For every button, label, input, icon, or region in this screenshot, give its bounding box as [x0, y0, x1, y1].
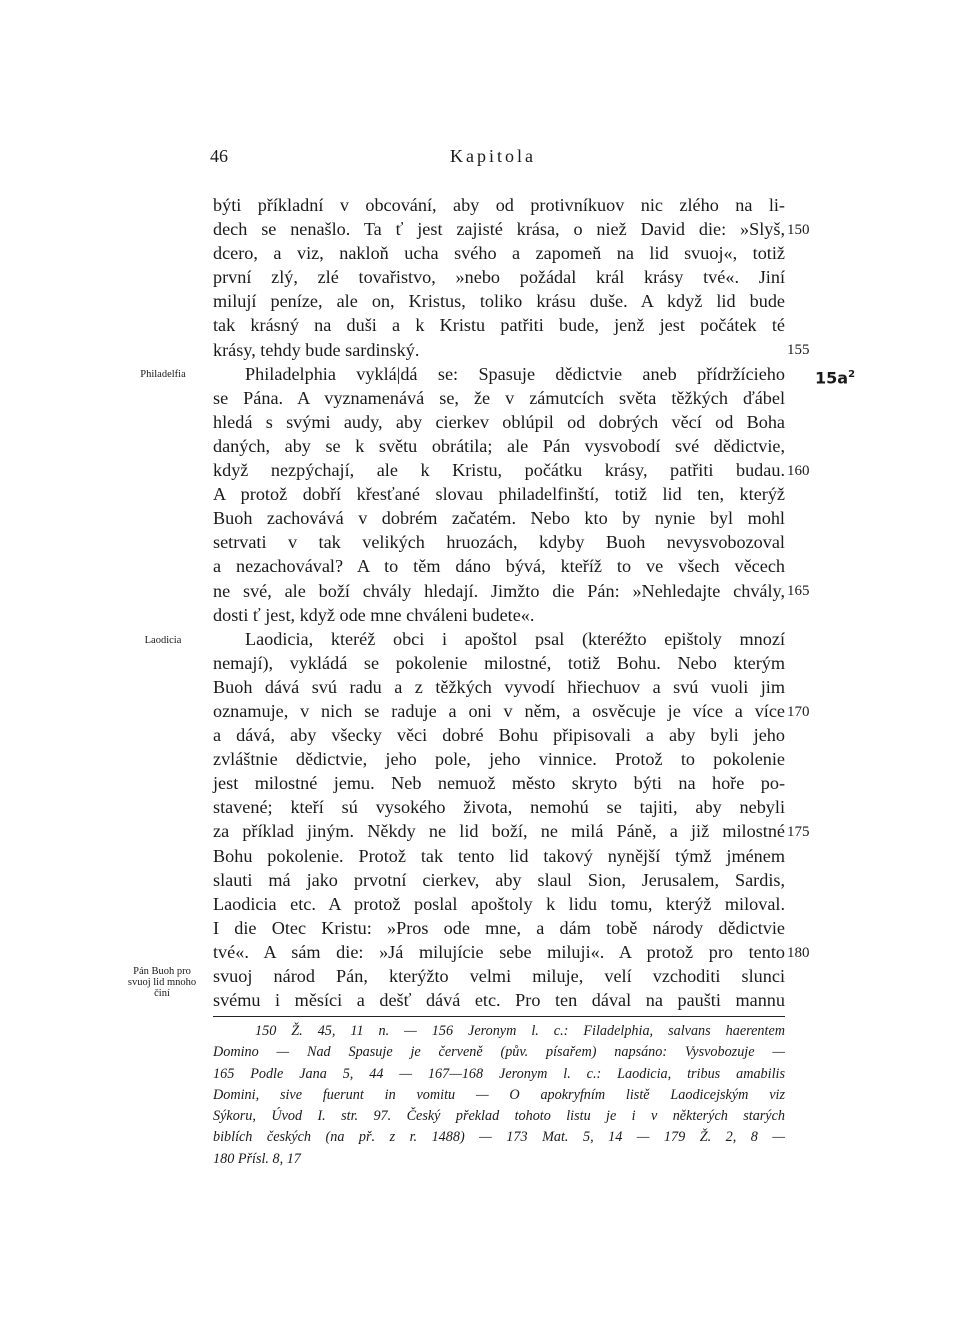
text-line: svému i měsíci a dešť dává etc. Pro ten dával na paušti mannu	[213, 990, 785, 1011]
folio-mark	[815, 363, 855, 390]
text-line: a dává, aby všecky věci dobré Bohu připisovali a aby byli jeho	[213, 725, 785, 746]
text-line: A protož dobří křesťané slovau philadelfinští, totiž lid ten, kterýž	[213, 484, 785, 505]
text-line: Buoh dává svú radu a z těžkých vyvodí hřiechuov a svú vuoli jim	[213, 676, 785, 697]
footnote-line: 150 Ž. 45, 11 n. — 156 Jeronym l. c.: Filadelphia, salvans haerentem	[255, 1023, 785, 1039]
line-number-180: 180	[787, 945, 810, 961]
text-line: a nezachovával? A to těm dáno bývá, kteříž to ve všech věcech	[213, 556, 785, 577]
footnote-rule	[213, 1016, 785, 1017]
running-head: Kapitola	[450, 146, 536, 166]
text-line: milují peníze, ale on, Kristus, toliko krásu duše. A když lid bude	[213, 291, 785, 312]
text-line: svuoj národ Pán, kterýžto velmi miluje, velí vzchoditi slunci	[213, 966, 785, 986]
text-line: dech se nenašlo. Ta ť jest zajisté krása, o niež David die: »Slyš,	[213, 219, 785, 240]
footnote-line: 180 Přísl. 8, 17	[213, 1150, 301, 1167]
text-line: jest milostné jemu. Neb nemuož město skryto býti na hoře po-	[213, 773, 785, 794]
text-line: nemají), vykládá se pokolenie milostné, totiž Bohu. Nebo kterým	[213, 652, 785, 673]
line-number-165: 165	[787, 583, 810, 599]
margin-note-line: svuoj lid mnoho	[127, 977, 197, 988]
text-line: za příklad jiným. Někdy ne lid boží, ne milá Páně, a již milostné	[213, 821, 785, 842]
folio-mark-base: 15a	[815, 368, 849, 388]
footnotes	[213, 1021, 785, 1170]
text-line: dosti ť jest, když ode mne chváleni budete«.	[213, 604, 535, 625]
footnote-line: 165 Podle Jana 5, 44 — 167—168 Jeronym l. c.: Laodicia, tribus amabilis	[213, 1065, 785, 1082]
folio-mark-sup: 2	[848, 369, 856, 380]
line-number-155: 155	[787, 342, 810, 358]
margin-note-pan-buoh	[112, 966, 212, 999]
margin-note-line: činí	[154, 988, 170, 999]
text-line: když nezpýchají, ale k Kristu, počátku krásy, patřiti budau.	[213, 460, 785, 481]
line-number-150: 150	[787, 222, 810, 238]
text-line: daných, aby se k světu obrátila; ale Pán vysvobodí své dědictvie,	[213, 435, 785, 456]
margin-note-line: Pán Buoh pro	[133, 966, 191, 977]
text-line: krásy, tehdy bude sardinský.	[213, 339, 420, 360]
text-line: se Pána. A vyznamenává se, že v zámutcích světa těžkých ďábel	[213, 387, 785, 408]
text-line: zvláštnie dědictvie, jeho pole, jeho vinnice. Protož to pokolenie	[213, 749, 785, 770]
footnote-line: Domini, sive fuerunt in vomitu — O apokryfním listě Laodicejským viz	[213, 1086, 785, 1103]
line-number-170: 170	[787, 704, 810, 720]
text-line: Philadelphia vyklá|dá se: Spasuje dědictvie aneb přídržícieho	[245, 363, 785, 384]
page-number: 46	[210, 146, 228, 166]
text-line: býti příkladní v obcování, aby od protivníkuov nic zlého na li-	[213, 195, 785, 215]
text-line: Laodicia etc. A protož poslal apoštoly k lidu tomu, kterýž miloval.	[213, 893, 785, 914]
text-line: stavené; kteří sú vysokého života, nemohú se tajiti, aby nebyli	[213, 797, 785, 818]
margin-note-philadelfia: Philadelfia	[140, 369, 186, 380]
line-number-160: 160	[787, 463, 810, 479]
text-line: hledá s svými audy, aby cierkev oblúpil od dobrých věcí od Boha	[213, 411, 785, 432]
line-number-175: 175	[787, 824, 810, 840]
text-line: oznamuje, v nich se raduje a oni v něm, a osvěcuje je více a více	[213, 700, 785, 721]
text-line: ne své, ale boží chvály hledají. Jimžto die Pán: »Nehledajte chvály,	[213, 580, 785, 601]
text-line: Buoh zachovává v dobrém začatém. Nebo kto by nynie byl mohl	[213, 508, 785, 529]
text-line: Laodicia, kteréž obci i apoštol psal (kteréžto epištoly mnozí	[245, 628, 785, 649]
footnote-line: Domino — Nad Spasuje je červeně (pův. písařem) napsáno: Vysvobozuje —	[213, 1044, 785, 1061]
text-line: tak krásný na duši a k Kristu patřiti bude, jenž jest počátek té	[213, 315, 785, 336]
text-line: Bohu pokolenie. Protož tak tento lid takový nynější týmž jménem	[213, 845, 785, 866]
footnote-line: biblích českých (na př. z r. 1488) — 173 Mat. 5, 14 — 179 Ž. 2, 8 —	[213, 1129, 785, 1146]
margin-note-laodicia: Laodicia	[144, 635, 182, 646]
text-line: slauti má jako prvotní cierkev, aby slaul Sion, Jerusalem, Sardis,	[213, 869, 785, 890]
text-line: první zlý, zlé tovařistvo, »nebo požádal král krásy tvé«. Jiní	[213, 267, 785, 288]
text-line: I die Otec Kristu: »Pros ode mne, a dám tobě národy dědictvie	[213, 917, 785, 938]
text-line: dcero, a viz, nakloň ucha svého a zapomeň na lid svuoj«, totiž	[213, 243, 785, 264]
text-line: setrvati v tak velikých hruozách, kdyby Buoh nevysvobozoval	[213, 532, 785, 553]
body-text	[213, 193, 785, 1012]
text-line: tvé«. A sám die: »Já milujície sebe miluji«. A protož pro tento	[213, 941, 785, 962]
footnote-line: Sýkoru, Úvod I. str. 97. Český překlad tohoto listu je i v některých starých	[213, 1108, 785, 1125]
